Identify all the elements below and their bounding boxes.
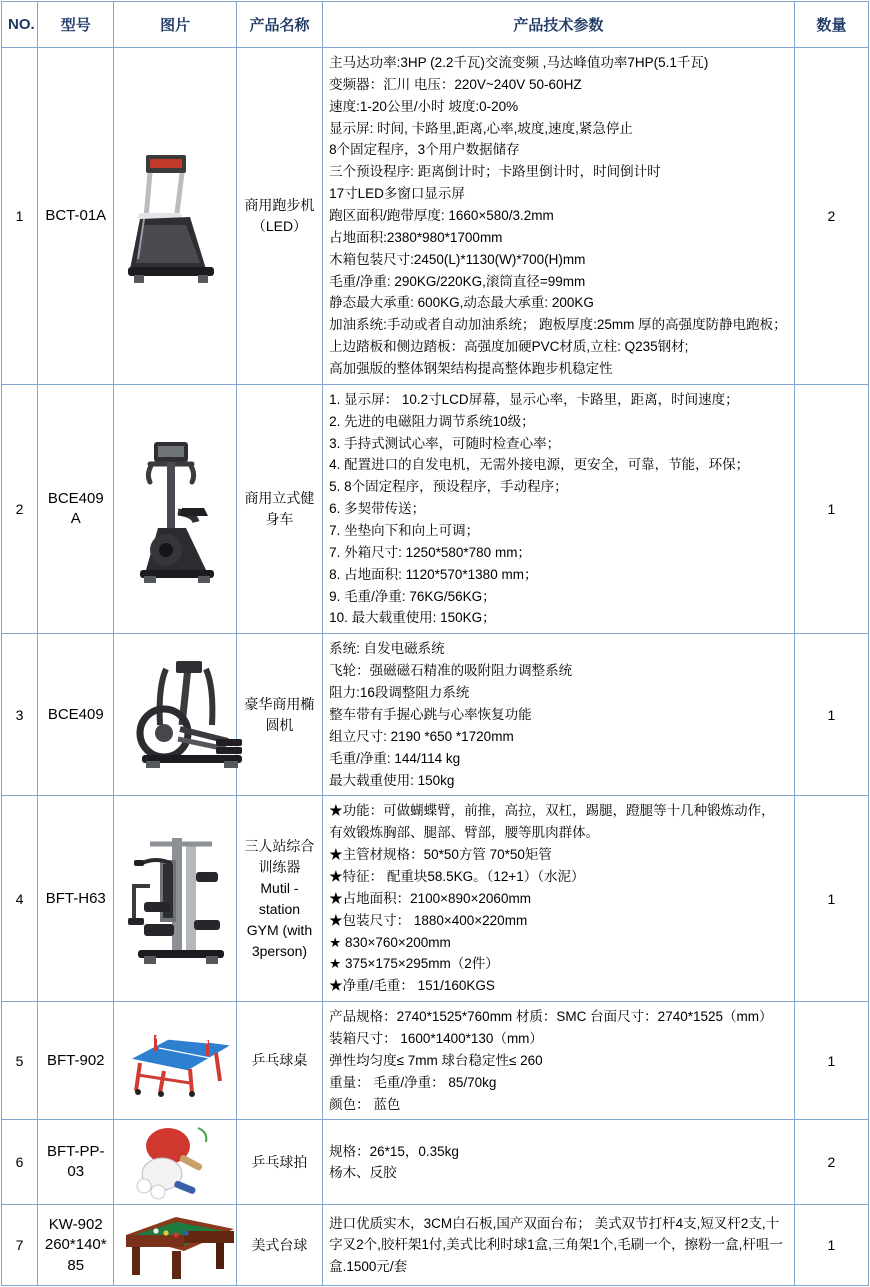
row-image [114,1205,236,1286]
spec-line: 杨木、反胶 [329,1165,397,1181]
row-no: 7 [2,1205,38,1286]
table-row [2,384,869,633]
spec-line: 高加强版的整体钢架结构提高整体跑步机稳定性 [329,361,613,377]
row-no: 2 [2,384,38,633]
table-tennis-racket-image [120,1124,230,1200]
spec-line: 10. 最大载重使用: 150KG； [329,610,496,626]
row-qty: 2 [794,1120,868,1205]
row-spec [323,1120,795,1205]
spec-line: 木箱包装尺寸:2450(L)*1130(W)*700(H)mm [329,251,586,267]
upright-bike-icon [120,424,232,594]
row-qty: 1 [794,1002,868,1120]
row-qty: 1 [794,634,868,796]
spec-line: 2. 先进的电磁阻力调节系统10级； [329,413,535,429]
row-image [114,1120,236,1205]
spec-line: 最大载重使用: 150kg [329,772,455,788]
row-model: KW-902 260*140*85 [38,1205,114,1286]
row-spec [323,634,795,796]
spec-line: 变频器：汇川 电压：220V~240V 50-60HZ [329,76,582,92]
spec-line: ★占地面积：2100×890×2060mm [329,890,531,906]
row-name: 商用立式健身车 [236,384,322,633]
multi-station-gym-image [120,824,230,974]
spec-line: 三个预设程序: 距离倒计时；卡路里倒计时，时间倒计时 [329,164,661,180]
row-name: 乒乓球拍 [236,1120,322,1205]
row-name: 豪华商用椭圆机 [236,634,322,796]
row-qty: 1 [794,796,868,1002]
spec-line: 3. 手持式测试心率，可随时检查心率； [329,435,561,451]
spec-line: 8个固定程序，3个用户数据储存 [329,142,520,158]
spec-line: 9. 毛重/净重: 76KG/56KG； [329,588,496,604]
header-qty: 数量 [794,2,868,48]
table-row [2,48,869,385]
table-tennis-racket-icon [120,1124,232,1200]
row-name: 三人站综合训练器 Mutil - station GYM (with 3person) [236,796,322,1002]
row-name: 商用跑步机（LED） [236,48,322,385]
table-tennis-table-icon [120,1023,238,1099]
table-header-row [2,2,869,48]
header-no: NO. [2,2,38,48]
row-image [114,634,236,796]
header-name: 产品名称 [236,2,322,48]
table-body [2,48,869,1286]
elliptical-image [120,655,230,775]
spec-line: 17寸LED多窗口显示屏 [329,186,465,202]
spec-line: 规格：26*15，0.35kg [329,1143,459,1159]
row-no: 5 [2,1002,38,1120]
spec-line: 毛重/净重: 290KG/220KG,滚筒直径=99mm [329,273,586,289]
spec-line: ★主管材规格：50*50方管 70*50矩管 [329,847,552,863]
table-row [2,796,869,1002]
spec-line: ★ 375×175×295mm（2件） [329,956,499,972]
row-no: 1 [2,48,38,385]
spec-line: 7. 外箱尺寸: 1250*580*780 mm； [329,544,531,560]
spec-line: 跑区面积/跑带厚度: 1660×580/3.2mm [329,208,554,224]
spec-line: 进口优质实木，3CM白石板,国产双面台布； 美式双节打杆4支,短叉杆2支,十字叉2个,胶杆架1付,美式比利时球1盒,三角架1个,毛刷一个，擦粉一盒,杆咀一盒.1500元/套 [329,1215,783,1275]
row-spec [323,1002,795,1120]
table-row [2,1002,869,1120]
table-header [2,2,869,48]
table-row [2,634,869,796]
row-model: BCE409A [38,384,114,633]
row-name: 美式台球 [236,1205,322,1286]
row-no: 6 [2,1120,38,1205]
row-model: BFT-902 [38,1002,114,1120]
multi-station-gym-icon [120,824,240,974]
row-model: BFT-H63 [38,796,114,1002]
spec-line: 组立尺寸: 2190 *650 *1720mm [329,728,514,744]
spec-line: ★ 830×760×200mm [329,934,451,950]
spec-line: 弹性均匀度≤ 7mm 球台稳定性≤ 260 [329,1052,543,1068]
table-row [2,1120,869,1205]
table-row [2,1205,869,1286]
spec-line: 7. 坐垫向下和向上可调； [329,523,480,539]
billiard-table-icon [120,1209,238,1281]
spec-line: 颜色： 蓝色 [329,1096,401,1112]
treadmill-image [120,141,230,291]
spec-line: 5. 8个固定程序，预设程序，手动程序； [329,479,568,495]
row-spec [323,796,795,1002]
header-model: 型号 [38,2,114,48]
spec-line: 4. 配置进口的自发电机，无需外接电源，更安全，可靠，节能，环保； [329,457,750,473]
row-model: BCE409 [38,634,114,796]
row-model: BCT-01A [38,48,114,385]
spec-line: 占地面积:2380*980*1700mm [329,229,503,245]
spec-line: 显示屏: 时间, 卡路里,距离,心率,坡度,速度,紧急停止 [329,120,633,136]
row-qty: 1 [794,384,868,633]
spec-line: 阻力:16段调整阻力系统 [329,685,470,701]
spec-line: 飞轮：强磁磁石精准的吸附阻力调整系统 [329,663,573,679]
spec-line: ★包装尺寸： 1880×400×220mm [329,912,528,928]
spec-line: 6. 多契带传送； [329,501,426,517]
row-qty: 2 [794,48,868,385]
header-spec: 产品技术参数 [323,2,795,48]
spec-line: 8. 占地面积: 1120*570*1380 mm； [329,566,538,582]
header-image: 图片 [114,2,236,48]
spec-line: 系统: 自发电磁系统 [329,641,445,657]
product-spec-table [1,1,869,1286]
spec-line: 重量： 毛重/净重： 85/70kg [329,1074,497,1090]
row-image [114,1002,236,1120]
table-tennis-table-image [120,1023,230,1099]
row-no: 4 [2,796,38,1002]
spec-line: ★净重/毛重： 151/160KGS [329,978,495,994]
row-name: 乒乓球桌 [236,1002,322,1120]
row-image [114,48,236,385]
row-image [114,796,236,1002]
billiard-table-image [120,1209,230,1281]
row-spec [323,1205,795,1286]
row-qty: 1 [794,1205,868,1286]
row-spec [323,48,795,385]
spec-line: ★功能：可做蝴蝶臂，前推，高拉，双杠，踢腿，蹬腿等十几种锻炼动作，有效锻炼胸部、腿部、臂部，腰等肌肉群体。 [329,803,775,841]
spec-line: 产品规格：2740*1525*760mm 材质：SMC 台面尺寸：2740*1525（mm） 装箱尺寸： 1600*1400*130（mm） [329,1009,773,1046]
upright-bike-image [120,424,230,594]
spec-line: 静态最大承重: 600KG,动态最大承重: 200KG [329,295,594,311]
spec-line: 毛重/净重: 144/114 kg [329,750,461,766]
spec-line: 加油系统:手动或者自动加油系统； 跑板厚度:25mm 厚的高强度防静电跑板；上边踏板和侧边踏板：高强度加硬PVC材质,立柱: Q235钢材; [329,317,787,355]
spec-line: 整车带有手握心跳与心率恢复功能 [329,706,532,722]
treadmill-icon [120,141,232,291]
spec-line: 速度:1-20公里/小时 坡度:0-20% [329,98,519,114]
spec-line: 主马达功率:3HP (2.2千瓦)交流变频 ,马达峰值功率7HP(5.1千瓦) [329,55,709,70]
row-model: BFT-PP-03 [38,1120,114,1205]
spec-line: 1. 显示屏： 10.2寸LCD屏幕，显示心率，卡路里，距离，时间速度； [329,391,739,407]
row-image [114,384,236,633]
spec-line: ★特征： 配重块58.5KG。（12+1）（水泥） [329,868,585,884]
row-spec [323,384,795,633]
row-no: 3 [2,634,38,796]
